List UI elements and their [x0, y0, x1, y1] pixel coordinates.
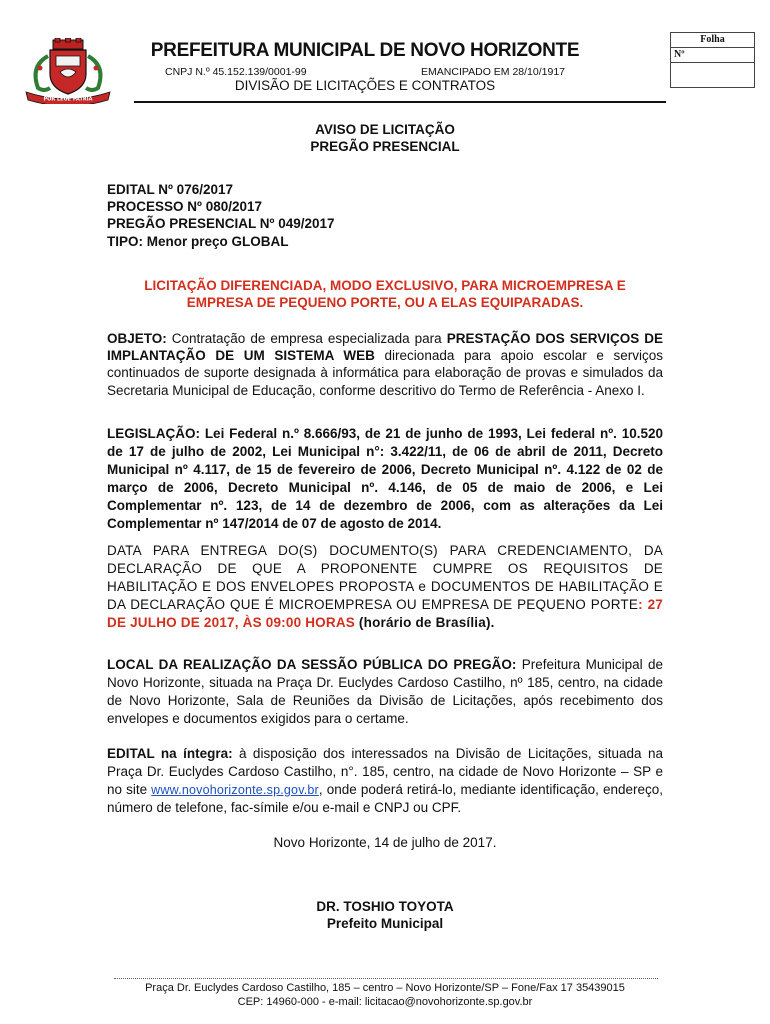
logo-motto: POR LEGE PATRIA [43, 96, 93, 103]
edital-integra-label: EDITAL na íntegra: [107, 746, 233, 761]
cnpj-text: CNPJ N.º 45.152.139/0001-99 [165, 66, 307, 78]
local-paragraph [107, 656, 663, 728]
tipo-text: TIPO: Menor preço GLOBAL [107, 233, 289, 249]
edital-integra-text-1[interactable]: à disposição dos interessados na Divisão de Licitações, situada na Praça Dr. Euclydes Cardoso Castilho, n°. 185, centro, na cidade de Novo Horizonte – SP e no site [107, 746, 663, 797]
diferenciada-notice [100, 277, 670, 311]
aviso-line-2: PREGÃO PRESENCIAL [310, 139, 460, 154]
data-entrega-text: DATA PARA ENTREGA DO(S) DOCUMENTO(S) PARA CREDENCIAMENTO, DA DECLARAÇÃO DE QUE A PROPONENTE CUMPRE OS REQUISITOS DE HABILITAÇÃO E DOS ENVELOPES PROPOSTA e DOCUMENTOS DE HABILITAÇÃO E DA DECLARAÇÃO QUE É MICROEMPRESA OU EMPRESA DE PEQUENO PORTE [107, 543, 663, 612]
processo-number: PROCESSO Nº 080/2017 [107, 199, 263, 215]
diferenciada-line-2: EMPRESA DE PEQUENO PORTE, OU A ELAS EQUIPARADAS. [186, 295, 584, 310]
header-subline [165, 66, 565, 78]
edital-integra-paragraph [107, 745, 663, 817]
footer-divider [114, 978, 658, 979]
objeto-text-2: direcionada para apoio escolar e serviços continuados de suporte designada à informática para elaboração de provas e simulados da Secretaria Municipal de Educação, conforme descritivo do Termo de Referência - Anexo I. [107, 348, 663, 398]
edital-info [107, 181, 663, 250]
objeto-text-1: Contratação de empresa especializada para [166, 331, 447, 346]
data-entrega-colon: : [638, 597, 643, 612]
data-entrega-paragraph [107, 542, 663, 632]
footer-line-1: Praça Dr. Euclydes Cardoso Castilho, 185 – centro – Novo Horizonte/SP – Fone/Fax 17 35439015 [145, 982, 625, 994]
emancipado-text: EMANCIPADO EM 28/10/1917 [421, 66, 565, 78]
signature-role: Prefeito Municipal [326, 916, 444, 931]
objeto-label: OBJETO: [107, 331, 167, 346]
folha-box [670, 32, 755, 88]
objeto-paragraph [107, 330, 663, 399]
folha-label: Folha [671, 33, 754, 48]
header-title: PREFEITURA MUNICIPAL DE NOVO HORIZONTE [150, 40, 580, 61]
aviso-line-1: AVISO DE LICITAÇÃO [315, 122, 455, 137]
coat-of-arms-logo [20, 38, 116, 104]
header-divider [134, 101, 666, 103]
local-text: Prefeitura Municipal de Novo Horizonte, situada na Praça Dr. Euclydes Cardoso Castilho, nº 185, centro, na cidade de Novo Horizonte, Sala de Reuniões da Divisão de Licitações, após recebimento dos envelopes e documentos exigidos para o certame. [107, 657, 663, 726]
edital-number: EDITAL Nº 076/2017 [107, 182, 233, 197]
local-label: LOCAL DA REALIZAÇÃO DA SESSÃO PÚBLICA DO PREGÃO: [107, 657, 517, 672]
folha-number-label: Nº [671, 48, 754, 63]
signature-block [100, 898, 670, 932]
legislacao-paragraph: LEGISLAÇÃO: Lei Federal n.º 8.666/93, de 21 de junho de 1993, Lei federal nº. 10.520 de 17 de julho de 2002, Lei Municipal n°: 3.422/11, de 06 de abril de 2011, Decreto Municipal nº 4.117, de 15 de fevereiro de 2006, Decreto Municipal nº. 4.122 de 02 de março de 2006, Decreto Municipal nº. 4.146, de 05 de maio de 2006, e Lei Complementar nº. 123, de 14 de dezembro de 2006, com as alterações da Lei Complementar nº 147/2014 de 07 de agosto de 2014. [107, 426, 663, 531]
edital-integra-text-2: , onde poderá retirá-lo, mediante identificação, endereço, número de telefone, fac-símile e/ou e-mail e CNPJ ou CPF. [107, 782, 663, 815]
pregao-number: PREGÃO PRESENCIAL Nº 049/2017 [107, 216, 335, 232]
footer-line-2: CEP: 14960-000 - e-mail: licitacao@novohorizonte.sp.gov.br [237, 996, 533, 1008]
data-entrega-date: 27 DE JULHO DE 2017, ÀS 09:00 HORAS [107, 597, 663, 630]
division-title: DIVISÃO DE LICITAÇÕES E CONTRATOS [234, 78, 496, 93]
diferenciada-line-1: LICITAÇÃO DIFERENCIADA, MODO EXCLUSIVO, PARA MICROEMPRESA E [144, 278, 626, 293]
objeto-bold: PRESTAÇÃO DOS SERVIÇOS DE IMPLANTAÇÃO DE UM SISTEMA WEB [107, 331, 663, 364]
signature-name: DR. TOSHIO TOYOTA [316, 899, 454, 914]
data-entrega-suffix: (horário de Brasília). [354, 615, 495, 630]
date-place: Novo Horizonte, 14 de julho de 2017. [273, 835, 497, 850]
aviso-heading [100, 121, 670, 155]
website-link[interactable]: www.novohorizonte.sp.gov.br [151, 783, 319, 797]
